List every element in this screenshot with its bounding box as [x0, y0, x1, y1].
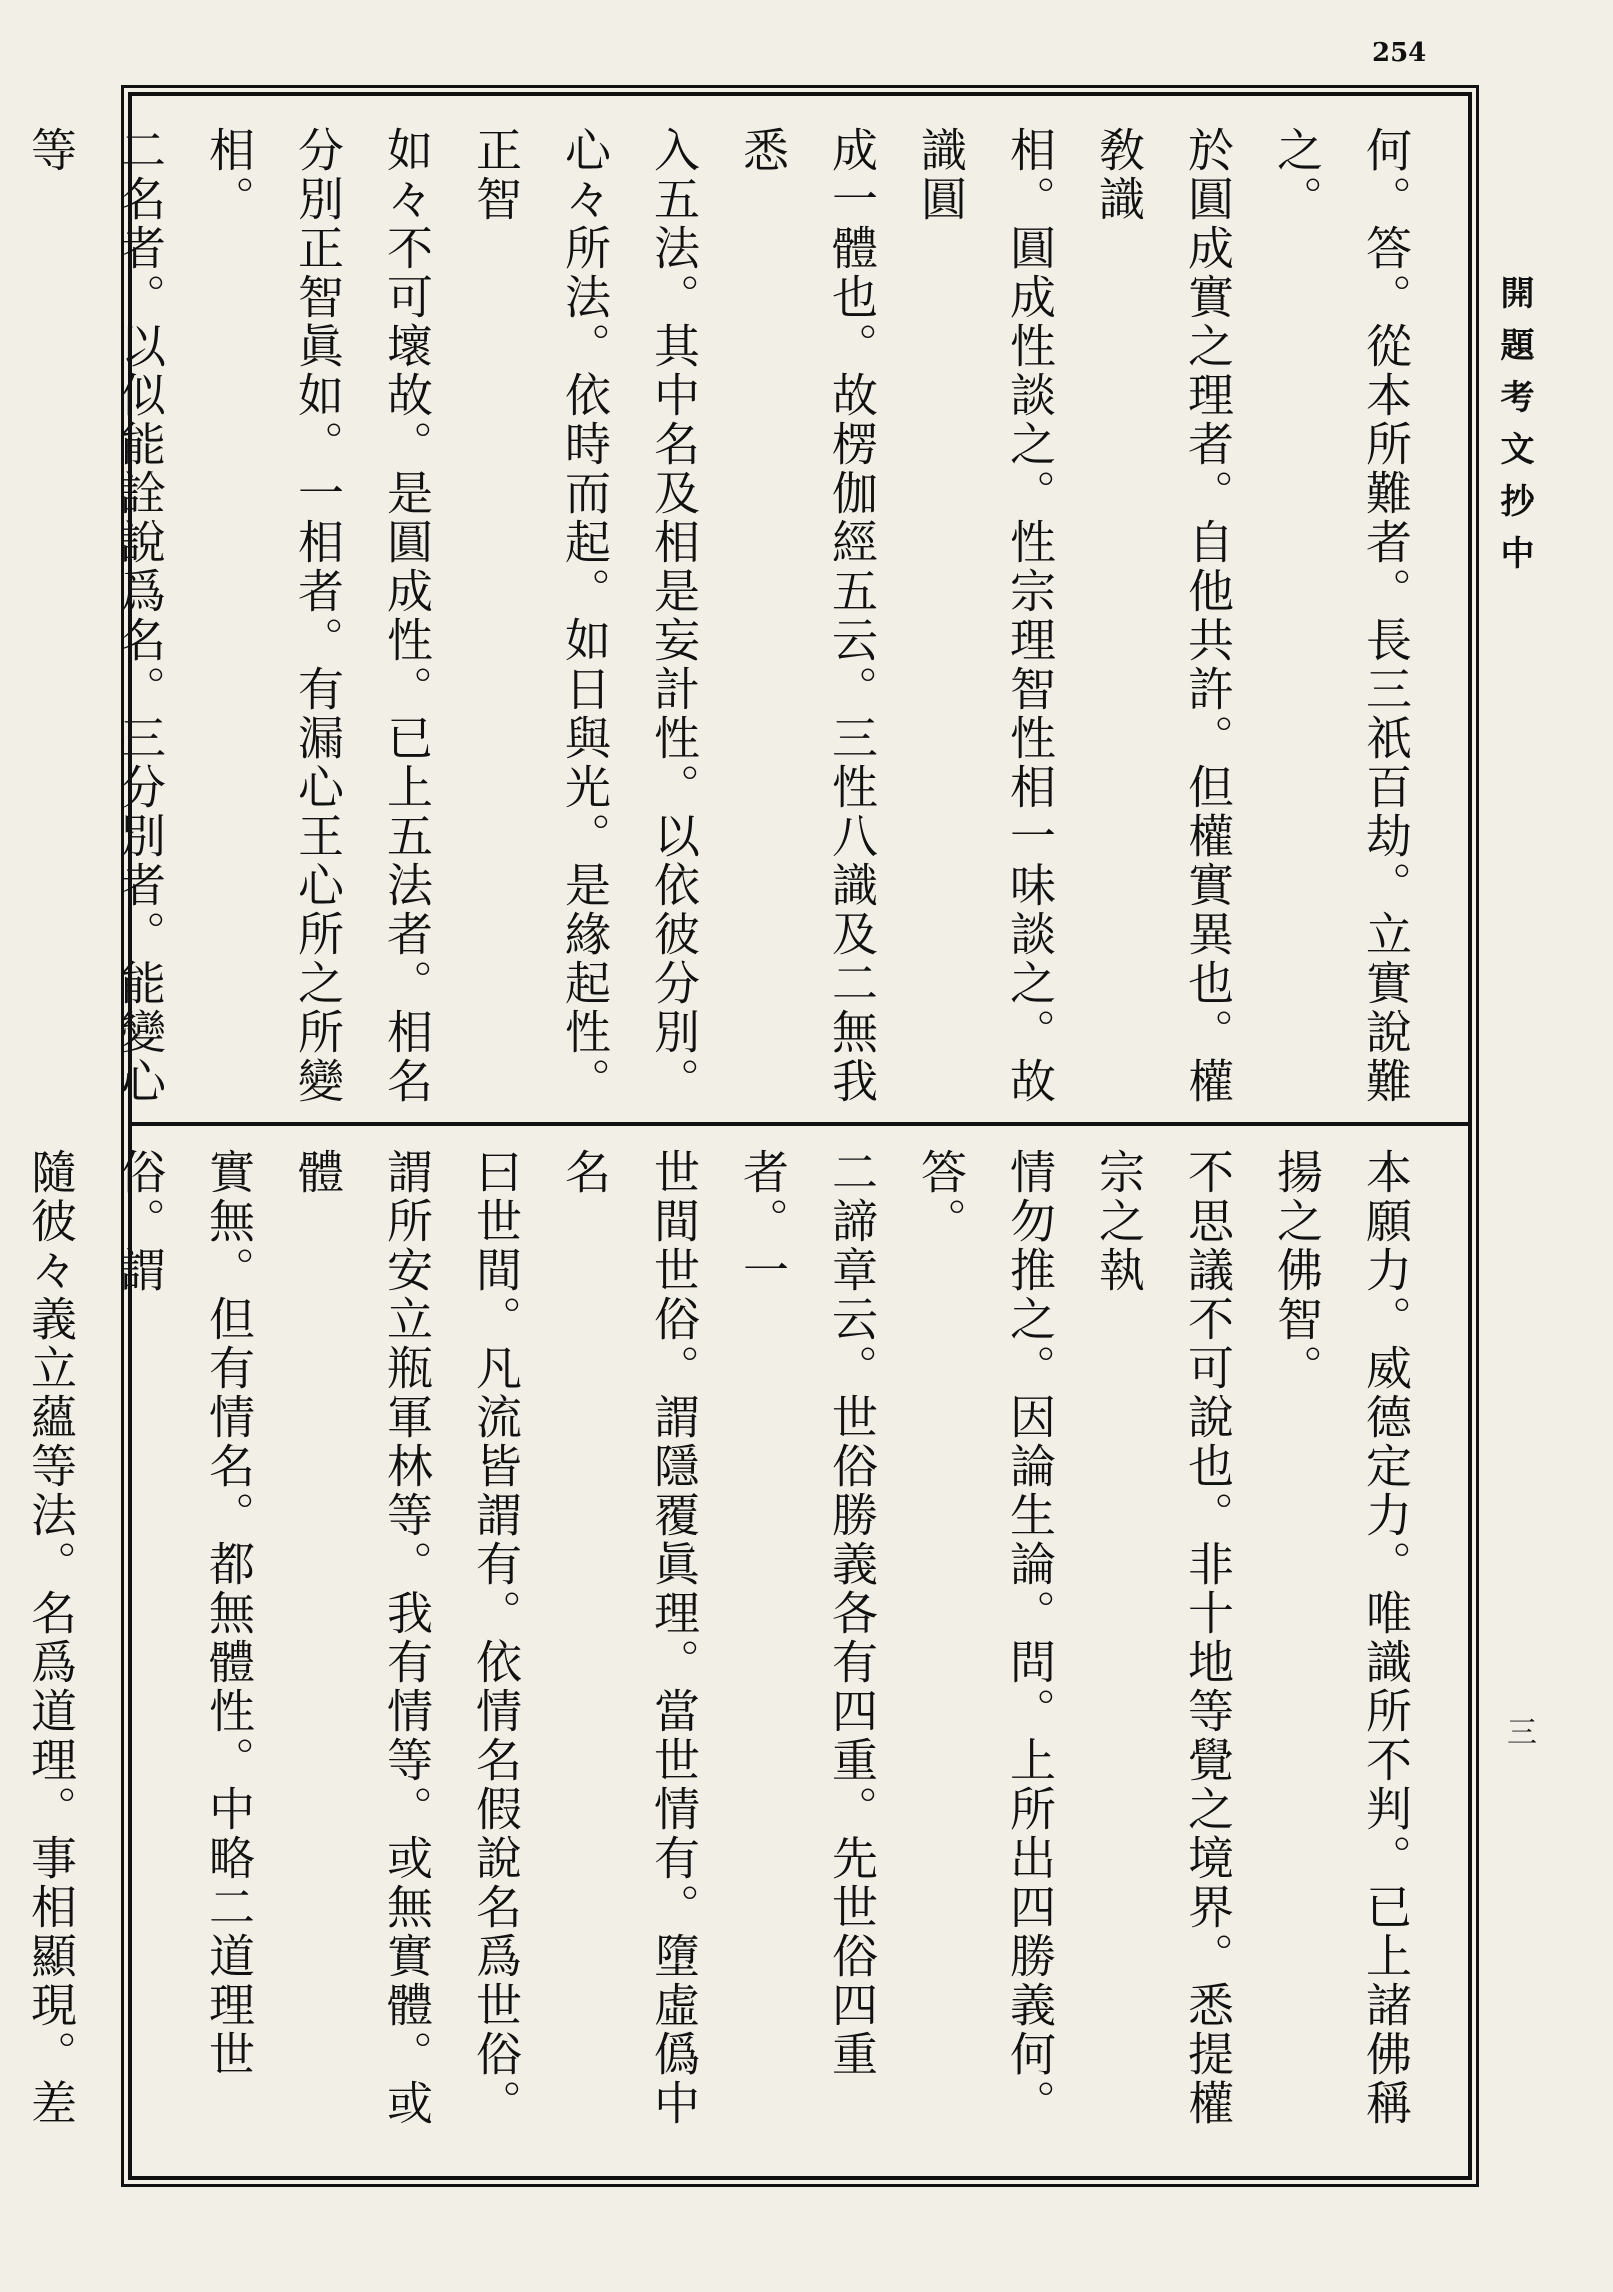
lower-text-block: [24, 1148, 1430, 2158]
upper-column: 於圓成實之理者。自他共許。但權實異也。權敎識: [1092, 126, 1235, 1106]
lower-column: 謂所安立瓶軍林等。我有情等。或無實體。或體: [291, 1148, 434, 2128]
lower-column: 情勿推之。因論生論。問。上所出四勝義何。答。: [914, 1148, 1057, 2128]
lower-column: 隨彼々義立蘊等法。名爲道理。事相顯現。差: [24, 1148, 78, 2128]
lower-column: 本願力。威德定力。唯識所不判。已上諸佛稱揚之佛智。: [1270, 1148, 1413, 2128]
upper-column: 心々所法。依時而起。如日與光。是緣起性。正智: [469, 126, 612, 1106]
upper-column: 何。答。從本所難者。長三祇百劫。立實說難之。: [1270, 126, 1413, 1106]
upper-column: 成一體也。故楞伽經五云。三性八識及二無我悉: [736, 126, 879, 1106]
side-running-title: 開題考文抄中: [1494, 275, 1534, 587]
side-folio-number: 三: [1501, 1716, 1536, 1746]
upper-column: 二名者。以似能詮說爲名。三分別者。能變心等: [24, 126, 167, 1106]
page-frame: [24, 92, 1472, 2180]
lower-column: 世間世俗。謂隱覆眞理。當世情有。墮虛僞中名: [558, 1148, 701, 2128]
upper-column: 分別正智眞如。一相者。有漏心王心所之所變相。: [202, 126, 345, 1106]
upper-column: [0, 126, 6, 1116]
section-divider: [132, 1122, 1468, 1126]
upper-column: 如々不可壞故。是圓成性。已上五法者。相名: [380, 126, 434, 1106]
lower-column: 實無。但有情名。都無體性。中略二道理世俗。謂: [113, 1148, 256, 2079]
page-number: 254: [1372, 38, 1427, 68]
upper-column: 相。圓成性談之。性宗理智性相一味談之。故識圓: [914, 126, 1057, 1106]
lower-column: 曰世間。凡流皆謂有。依情名假說名爲世俗。: [469, 1148, 523, 2128]
lower-column: 不思議不可說也。非十地等覺之境界。悉提權宗之執: [1092, 1148, 1235, 2128]
lower-column: 二諦章云。世俗勝義各有四重。先世俗四重者。一: [736, 1148, 879, 2079]
upper-text-block: [24, 126, 1430, 1116]
upper-column: 入五法。其中名及相是妄計性。以依彼分別。: [647, 126, 701, 1106]
